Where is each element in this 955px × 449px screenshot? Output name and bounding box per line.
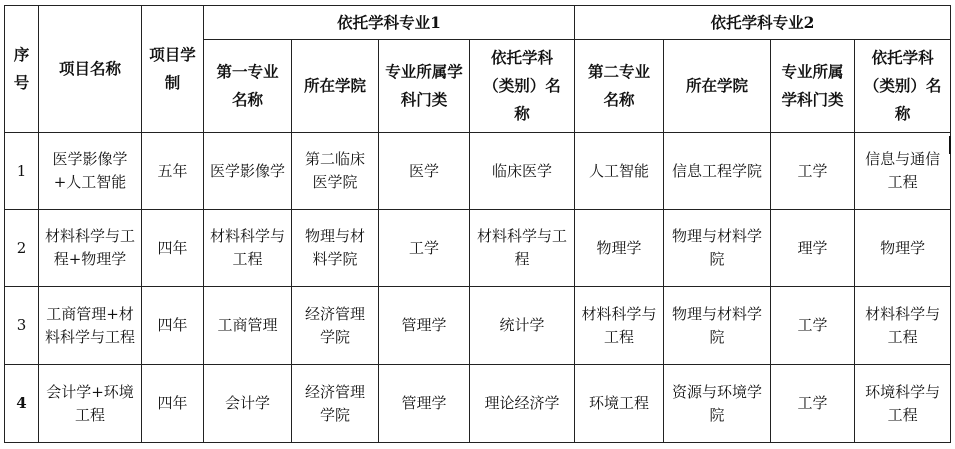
table-row — [5, 365, 951, 443]
cell-category2: 工学 — [771, 133, 855, 210]
cell-discipline1: 临床医学 — [470, 133, 575, 210]
cell-duration: 四年 — [142, 287, 204, 365]
program-table — [4, 5, 951, 443]
cell-category2: 理学 — [771, 210, 855, 287]
cell-project-name: 医学影像学+人工智能 — [39, 133, 142, 210]
cell-college1: 经济管理学院 — [292, 365, 379, 443]
cell-discipline2: 物理学 — [855, 210, 951, 287]
cell-college2: 物理与材料学院 — [664, 210, 771, 287]
cell-project-name: 会计学+环境工程 — [39, 365, 142, 443]
cell-college1: 物理与材料学院 — [292, 210, 379, 287]
cell-category1: 管理学 — [379, 287, 470, 365]
cell-duration: 五年 — [142, 133, 204, 210]
cell-major1: 会计学 — [204, 365, 292, 443]
cell-college2: 信息工程学院 — [664, 133, 771, 210]
header-g2-category: 专业所属学科门类 — [771, 40, 855, 133]
table-row — [5, 287, 951, 365]
cell-discipline2: 环境科学与工程 — [855, 365, 951, 443]
header-group-2: 依托学科专业2 — [575, 6, 951, 40]
header-group-1: 依托学科专业1 — [204, 6, 575, 40]
cell-major2: 环境工程 — [575, 365, 664, 443]
cell-project-name: 工商管理+材料科学与工程 — [39, 287, 142, 365]
header-g2-major: 第二专业名称 — [575, 40, 664, 133]
cell-major2: 人工智能 — [575, 133, 664, 210]
header-g2-discipline: 依托学科（类别）名称 — [855, 40, 951, 133]
header-row-top — [5, 6, 951, 40]
cell-seq: 4 — [5, 365, 39, 443]
header-g1-college: 所在学院 — [292, 40, 379, 133]
header-g2-college: 所在学院 — [664, 40, 771, 133]
cell-seq: 3 — [5, 287, 39, 365]
cell-college1: 第二临床医学院 — [292, 133, 379, 210]
cell-college2: 资源与环境学院 — [664, 365, 771, 443]
cell-duration: 四年 — [142, 210, 204, 287]
cell-college1: 经济管理学院 — [292, 287, 379, 365]
cell-seq: 1 — [5, 133, 39, 210]
cell-major1: 医学影像学 — [204, 133, 292, 210]
cell-college2: 物理与材料学院 — [664, 287, 771, 365]
cell-major2: 物理学 — [575, 210, 664, 287]
cell-category2: 工学 — [771, 287, 855, 365]
cell-category1: 管理学 — [379, 365, 470, 443]
cell-discipline1: 统计学 — [470, 287, 575, 365]
cell-major2: 材料科学与工程 — [575, 287, 664, 365]
cell-duration: 四年 — [142, 365, 204, 443]
cell-category2: 工学 — [771, 365, 855, 443]
cell-project-name: 材料科学与工程+物理学 — [39, 210, 142, 287]
cell-category1: 工学 — [379, 210, 470, 287]
cell-major1: 工商管理 — [204, 287, 292, 365]
text-cursor — [949, 136, 951, 154]
cell-discipline1: 材料科学与工程 — [470, 210, 575, 287]
table-row — [5, 133, 951, 210]
header-g1-major: 第一专业名称 — [204, 40, 292, 133]
header-g1-discipline: 依托学科（类别）名称 — [470, 40, 575, 133]
cell-discipline2: 信息与通信工程 — [855, 133, 951, 210]
cell-discipline1: 理论经济学 — [470, 365, 575, 443]
cell-category1: 医学 — [379, 133, 470, 210]
cell-major1: 材料科学与工程 — [204, 210, 292, 287]
cell-discipline2: 材料科学与工程 — [855, 287, 951, 365]
header-g1-category: 专业所属学科门类 — [379, 40, 470, 133]
cell-seq: 2 — [5, 210, 39, 287]
header-seq: 序号 — [5, 6, 39, 133]
header-project-name: 项目名称 — [39, 6, 142, 133]
header-duration: 项目学制 — [142, 6, 204, 133]
table-row — [5, 210, 951, 287]
